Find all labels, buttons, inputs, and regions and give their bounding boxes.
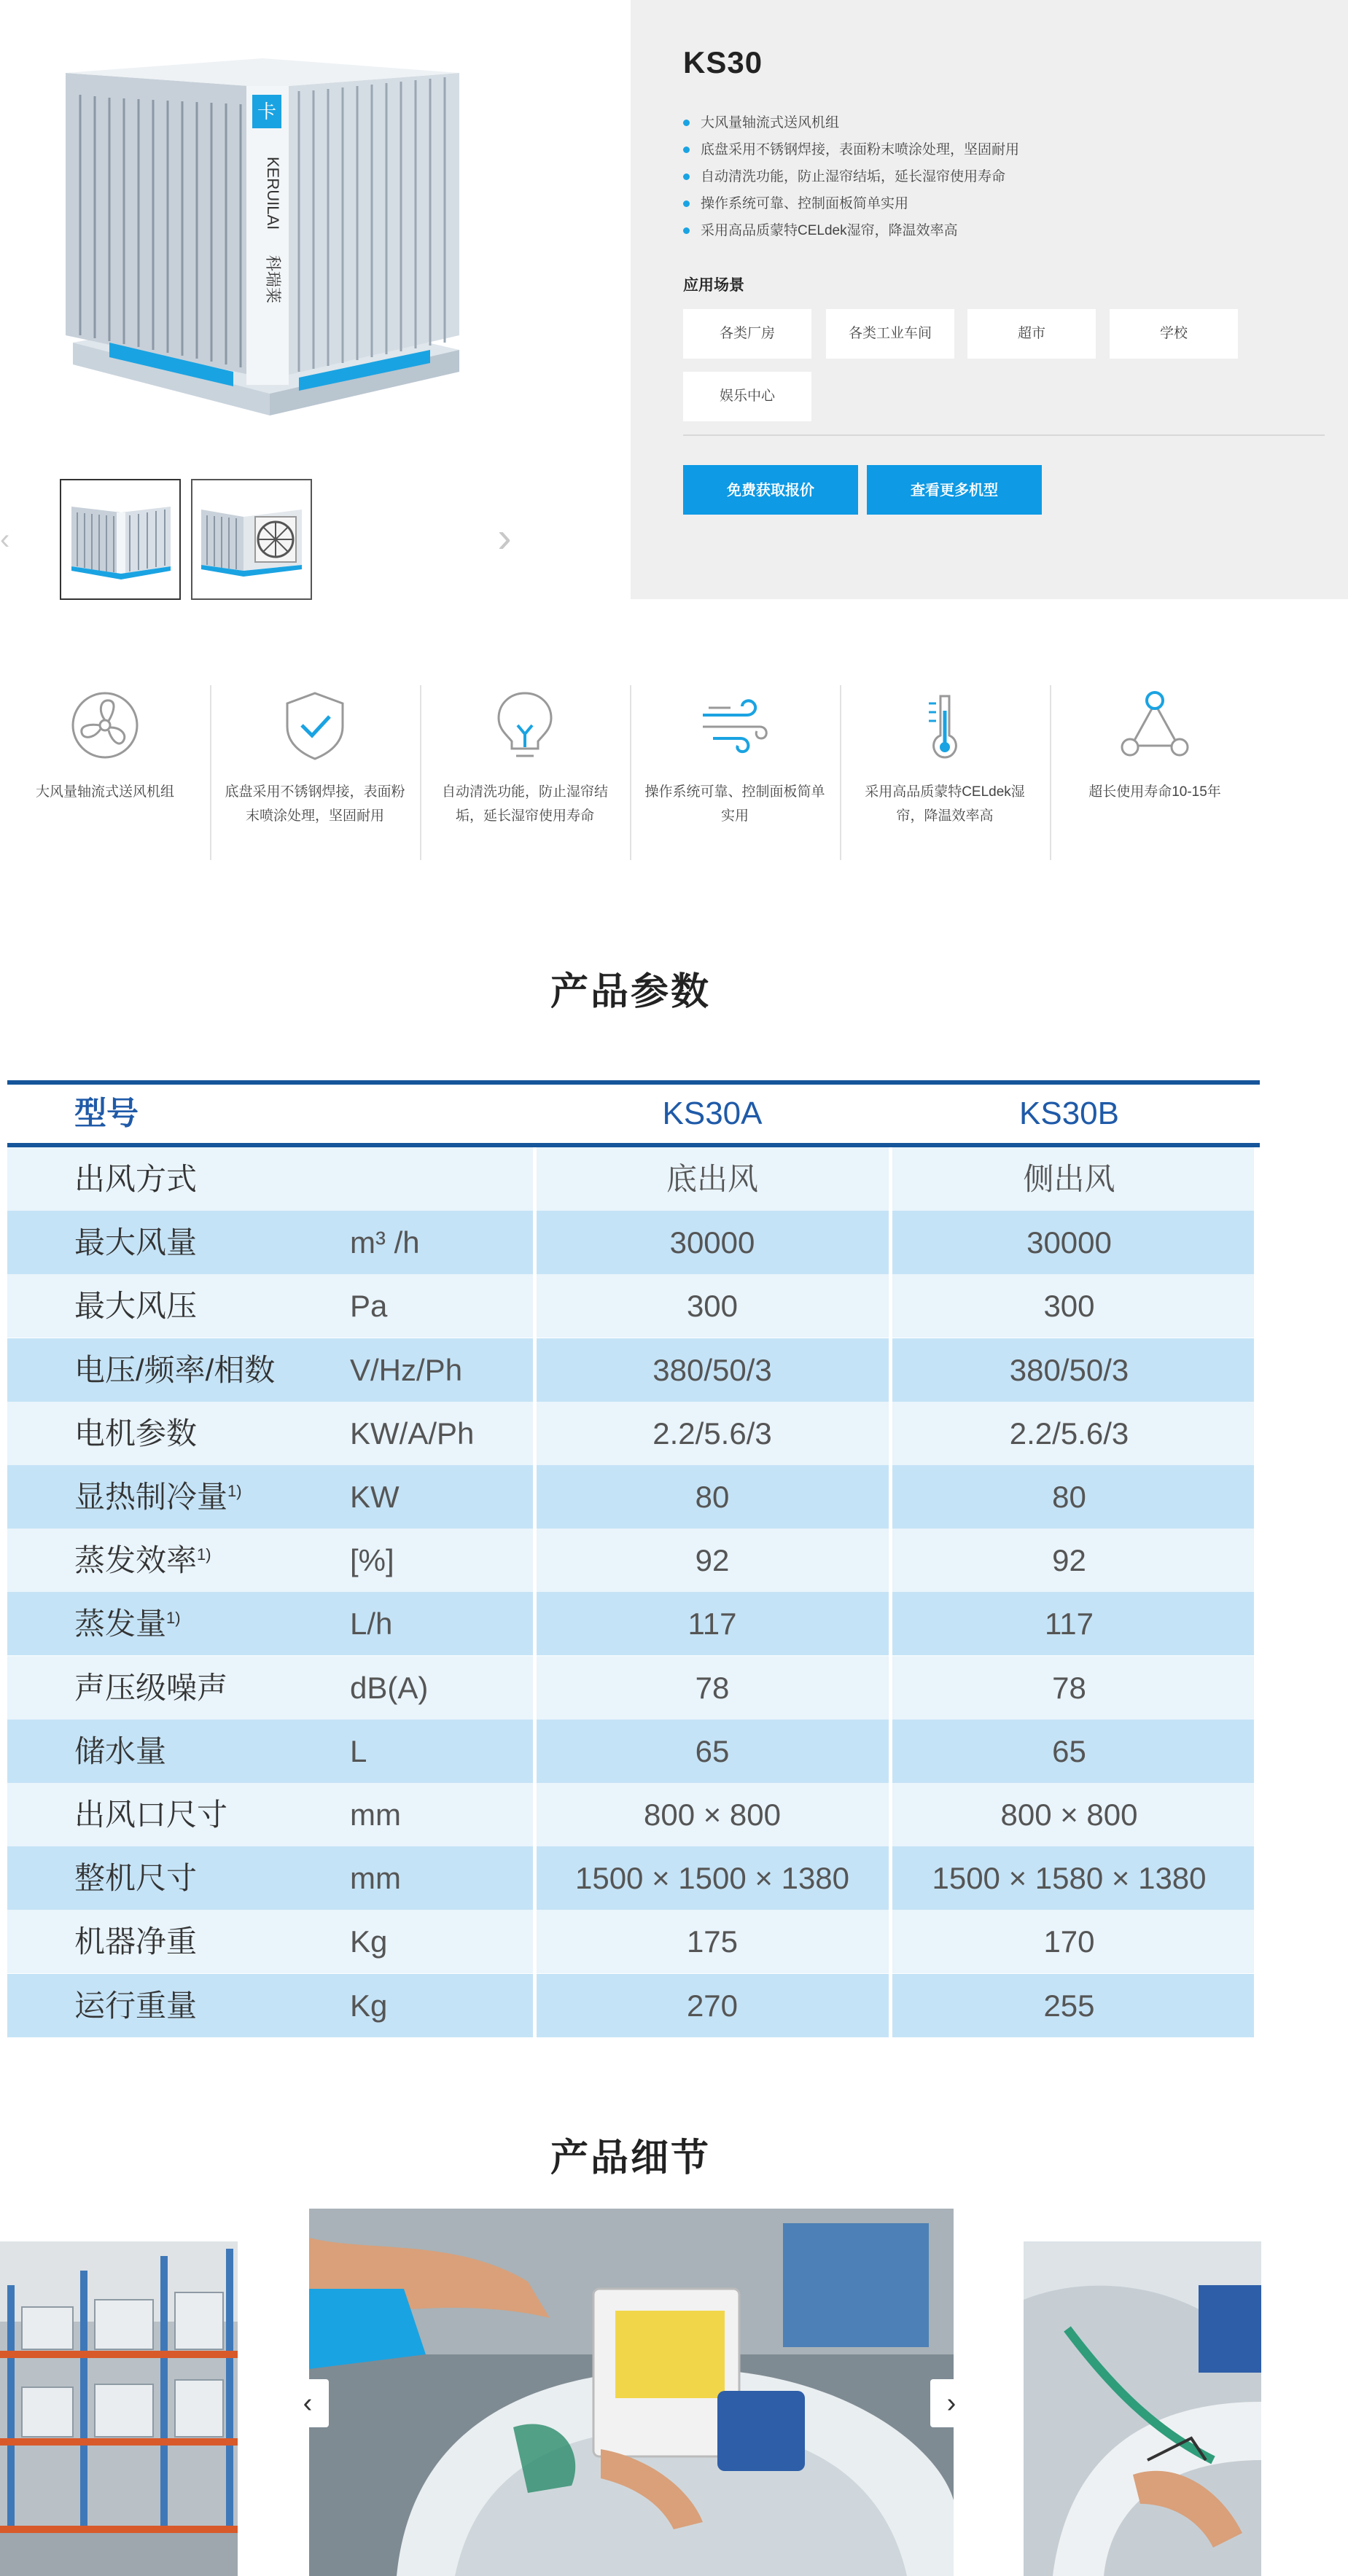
feature-item: 自动清洗功能，防止湿帘结垢，延长湿帘使用寿命 bbox=[683, 163, 1019, 190]
param-name: 蒸发量$^{1)}$ bbox=[74, 1607, 181, 1642]
param-unit: L/h bbox=[350, 1607, 393, 1642]
bullet-icon bbox=[683, 120, 690, 126]
column-separator bbox=[889, 1147, 892, 2051]
param-value-ks30a: 1500 × 1500 × 1380 bbox=[574, 1861, 850, 1896]
table-row bbox=[7, 1592, 1260, 1655]
feature-item: 采用高品质蒙特CELdek湿帘，降温效率高 bbox=[683, 217, 1019, 244]
feature-item: 操作系统可靠、控制面板简单实用 bbox=[683, 190, 1019, 217]
params-table bbox=[7, 1080, 1260, 2050]
thermometer-icon bbox=[908, 689, 981, 762]
feature-card bbox=[1050, 685, 1260, 860]
param-value-ks30b: 30000 bbox=[1026, 1225, 1112, 1260]
scene-tag[interactable]: 娱乐中心 bbox=[683, 372, 811, 421]
bullet-icon bbox=[683, 200, 690, 207]
bullet-icon bbox=[683, 173, 690, 180]
param-value-ks30a: 380/50/3 bbox=[652, 1352, 772, 1387]
detail-image-wiring bbox=[1024, 2241, 1261, 2576]
free-quote-button[interactable]: 免费获取报价 bbox=[683, 465, 858, 515]
param-value-ks30a: 30000 bbox=[669, 1225, 755, 1260]
param-value-ks30a: 92 bbox=[695, 1543, 730, 1578]
param-value-ks30b: 侧出风 bbox=[1023, 1162, 1115, 1196]
param-value-ks30b: 1500 × 1580 × 1380 bbox=[932, 1861, 1207, 1896]
divider bbox=[683, 434, 1325, 436]
param-unit: Kg bbox=[350, 1924, 388, 1959]
svg-text:KERUILAI: KERUILAI bbox=[264, 157, 282, 230]
param-value-ks30a: 底出风 bbox=[666, 1162, 758, 1196]
product-gallery bbox=[0, 0, 631, 601]
feature-icon-row bbox=[0, 678, 1348, 867]
table-row bbox=[7, 1147, 1260, 1211]
feature-item: 大风量轴流式送风机组 bbox=[683, 109, 1019, 136]
feature-card bbox=[630, 685, 840, 860]
param-unit: Kg bbox=[350, 1988, 388, 2023]
feature-caption: 底盘采用不锈钢焊接，表面粉末喷涂处理，坚固耐用 bbox=[225, 784, 405, 824]
param-value-ks30a: 65 bbox=[695, 1733, 730, 1768]
table-row bbox=[7, 1720, 1260, 1783]
param-unit: [%] bbox=[350, 1543, 394, 1578]
detail-carousel bbox=[0, 2209, 1348, 2576]
table-row bbox=[7, 1402, 1260, 1465]
param-value-ks30b: 117 bbox=[1045, 1607, 1094, 1642]
footnote-mark: 1) bbox=[227, 1482, 242, 1500]
feature-card bbox=[840, 685, 1050, 860]
param-unit: dB(A) bbox=[350, 1670, 429, 1705]
table-row bbox=[7, 1656, 1260, 1720]
param-value-ks30b: 380/50/3 bbox=[1009, 1352, 1129, 1387]
thumb-prev-arrow[interactable]: ‹ bbox=[0, 523, 10, 555]
param-unit: L bbox=[350, 1733, 367, 1768]
params-title: 产品参数 bbox=[550, 971, 711, 1013]
column-separator bbox=[533, 1147, 537, 2051]
thumb-next-arrow[interactable]: › bbox=[497, 514, 512, 561]
table-header bbox=[7, 1085, 1260, 1143]
bullet-icon bbox=[683, 227, 690, 234]
detail-image-warehouse bbox=[0, 2241, 238, 2576]
feature-list bbox=[683, 109, 1019, 244]
param-value-ks30b: 255 bbox=[1043, 1988, 1095, 2023]
feature-card bbox=[0, 685, 210, 860]
detail-image-assembly bbox=[309, 2209, 954, 2576]
scene-tag[interactable]: 超市 bbox=[967, 309, 1096, 359]
wind-icon bbox=[698, 689, 771, 762]
triangle-nodes-icon bbox=[1118, 689, 1191, 762]
param-value-ks30a: 270 bbox=[686, 1988, 739, 2023]
scene-tag[interactable]: 学校 bbox=[1110, 309, 1238, 359]
svg-text:卡: 卡 bbox=[257, 101, 277, 122]
param-value-ks30a: 800 × 800 bbox=[643, 1798, 781, 1832]
param-unit: Pa bbox=[350, 1289, 388, 1324]
carousel-next-button[interactable]: › bbox=[930, 2379, 973, 2427]
param-name: 出风口尺寸 bbox=[74, 1798, 228, 1832]
param-name: 电机参数 bbox=[74, 1416, 198, 1451]
param-value-ks30b: 2.2/5.6/3 bbox=[1009, 1416, 1129, 1451]
scene-tag[interactable]: 各类厂房 bbox=[683, 309, 811, 359]
thumbnail-front[interactable] bbox=[60, 479, 181, 600]
param-name: 运行重量 bbox=[74, 1988, 198, 2023]
param-name: 显热制冷量$^{1)}$ bbox=[74, 1480, 242, 1514]
feature-caption: 操作系统可靠、控制面板简单实用 bbox=[644, 784, 825, 824]
param-name: 机器净重 bbox=[74, 1924, 198, 1959]
param-value-ks30b: 78 bbox=[1052, 1670, 1086, 1705]
scene-tag[interactable]: 各类工业车间 bbox=[826, 309, 954, 359]
table-row bbox=[7, 1529, 1260, 1592]
column-divider bbox=[840, 685, 841, 860]
scene-title: 应用场景 bbox=[683, 277, 744, 294]
more-models-button[interactable]: 查看更多机型 bbox=[867, 465, 1042, 515]
table-row bbox=[7, 1974, 1260, 2037]
param-value-ks30b: 65 bbox=[1052, 1733, 1086, 1768]
column-divider bbox=[420, 685, 421, 860]
param-name: 声压级噪声 bbox=[74, 1670, 228, 1705]
header-ks30a: KS30A bbox=[662, 1096, 763, 1131]
svg-text:科瑞莱: 科瑞莱 bbox=[263, 255, 281, 304]
feature-card bbox=[210, 685, 420, 860]
param-name: 整机尺寸 bbox=[74, 1861, 198, 1896]
feature-caption: 采用高品质蒙特CELdek湿帘，降温效率高 bbox=[865, 784, 1025, 824]
param-value-ks30b: 300 bbox=[1043, 1289, 1095, 1324]
param-unit: mm bbox=[350, 1861, 401, 1896]
param-unit: m³ /h bbox=[350, 1225, 420, 1260]
table-row bbox=[7, 1465, 1260, 1529]
param-value-ks30b: 92 bbox=[1052, 1543, 1086, 1578]
param-value-ks30a: 80 bbox=[695, 1480, 730, 1514]
param-value-ks30b: 80 bbox=[1052, 1480, 1086, 1514]
fan-icon bbox=[69, 689, 141, 762]
column-separator bbox=[1254, 1147, 1260, 2051]
param-value-ks30a: 117 bbox=[687, 1607, 737, 1642]
table-row bbox=[7, 1783, 1260, 1846]
feature-card bbox=[420, 685, 630, 860]
param-name: 最大风压 bbox=[74, 1289, 198, 1324]
column-divider bbox=[630, 685, 631, 860]
param-unit bbox=[350, 1147, 532, 1211]
feature-item: 底盘采用不锈钢焊接，表面粉末喷涂处理，坚固耐用 bbox=[683, 136, 1019, 163]
param-value-ks30a: 175 bbox=[686, 1924, 739, 1959]
table-row bbox=[7, 1910, 1260, 1973]
param-name: 最大风量 bbox=[74, 1225, 198, 1260]
product-main-image bbox=[51, 29, 474, 437]
carousel-prev-button[interactable]: ‹ bbox=[287, 2379, 329, 2427]
param-name: 蒸发效率$^{1)}$ bbox=[74, 1543, 211, 1578]
param-unit: V/Hz/Ph bbox=[350, 1352, 463, 1387]
header-ks30b: KS30B bbox=[1019, 1096, 1119, 1131]
table-row bbox=[7, 1338, 1260, 1402]
details-title: 产品细节 bbox=[550, 2137, 711, 2179]
footnote-mark: 1) bbox=[166, 1609, 181, 1628]
param-unit: KW/A/Ph bbox=[350, 1416, 475, 1451]
param-unit: KW bbox=[350, 1480, 400, 1514]
thumbnail-side[interactable] bbox=[191, 479, 312, 600]
feature-caption: 大风量轴流式送风机组 bbox=[35, 784, 174, 800]
feature-caption: 超长使用寿命10-15年 bbox=[1088, 784, 1221, 800]
product-info-panel bbox=[631, 0, 1348, 599]
feature-caption: 自动清洗功能，防止湿帘结垢，延长湿帘使用寿命 bbox=[441, 784, 608, 824]
footnote-mark: 1) bbox=[197, 1545, 211, 1564]
param-name: 储水量 bbox=[74, 1733, 167, 1768]
param-value-ks30b: 800 × 800 bbox=[1000, 1798, 1138, 1832]
param-value-ks30a: 78 bbox=[695, 1670, 730, 1705]
lightbulb-icon bbox=[488, 689, 561, 762]
bullet-icon bbox=[683, 147, 690, 153]
product-title: KS30 bbox=[683, 45, 763, 79]
param-value-ks30b: 170 bbox=[1043, 1924, 1095, 1959]
param-value-ks30a: 2.2/5.6/3 bbox=[652, 1416, 772, 1451]
param-name: 出风方式 bbox=[74, 1162, 198, 1196]
column-divider bbox=[1050, 685, 1051, 860]
param-unit: mm bbox=[350, 1798, 401, 1832]
table-row bbox=[7, 1274, 1260, 1338]
param-value-ks30a: 300 bbox=[686, 1289, 739, 1324]
table-row bbox=[7, 1211, 1260, 1274]
shield-check-icon bbox=[278, 689, 351, 762]
column-divider bbox=[210, 685, 211, 860]
param-name: 电压/频率/相数 bbox=[74, 1352, 276, 1387]
header-model: 型号 bbox=[74, 1096, 139, 1131]
table-row bbox=[7, 1846, 1260, 1910]
